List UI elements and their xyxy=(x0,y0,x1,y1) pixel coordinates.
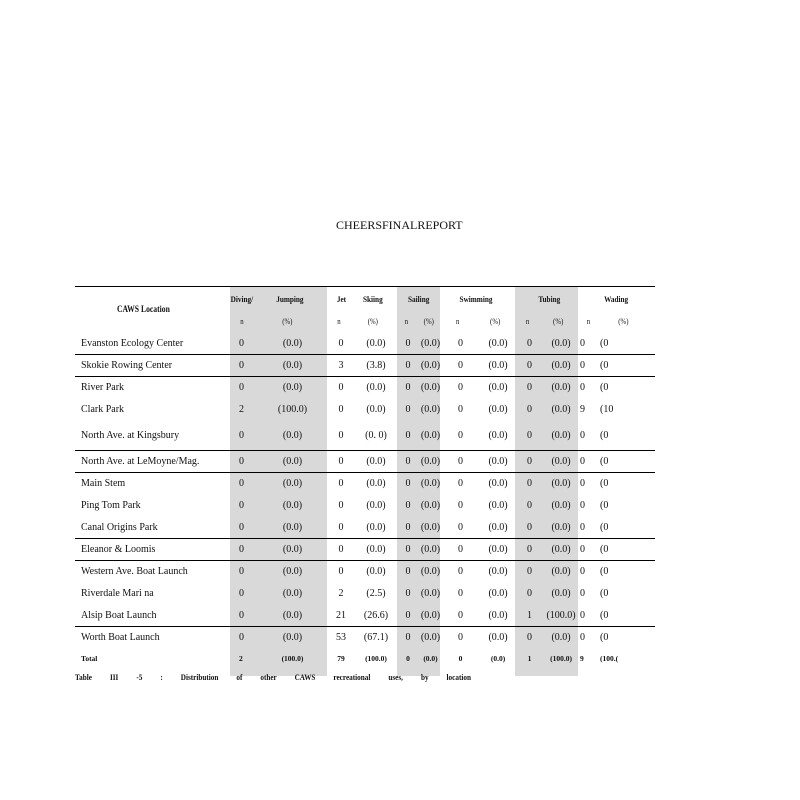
count-cell: 0 xyxy=(397,355,419,377)
location-cell: Ping Tom Park xyxy=(81,500,141,511)
percent-cell: (0.0) xyxy=(479,561,517,583)
header-tubing: Tubing xyxy=(517,287,571,311)
table-row xyxy=(75,377,655,399)
header-n: n xyxy=(525,317,530,326)
header-sailing: Sailing xyxy=(397,287,435,311)
percent-cell: (0. 0) xyxy=(365,429,387,441)
percent-cell: (0.0) xyxy=(420,521,441,533)
percent-cell: (0.0) xyxy=(479,377,517,399)
percent-cell: (0.0) xyxy=(551,521,571,533)
count-cell: 0 xyxy=(517,627,542,649)
count-cell: 0 xyxy=(338,404,344,415)
count-cell: 0 xyxy=(406,654,410,663)
location-cell: Total xyxy=(81,654,98,663)
location-cell: Canal Origins Park xyxy=(81,521,158,533)
count-cell: 0 xyxy=(239,429,244,441)
count-cell: 0 xyxy=(338,429,344,441)
percent-cell: (0.0) xyxy=(282,588,303,599)
percent-cell: (67.1) xyxy=(355,627,397,649)
percent-cell: (100.( xyxy=(600,654,619,663)
count-cell: 2 xyxy=(338,588,344,599)
count-cell: 0 xyxy=(580,588,586,599)
percent-cell: (0 xyxy=(600,429,609,441)
count-cell: 0 xyxy=(458,609,464,621)
percent-cell: (0.0) xyxy=(366,337,386,349)
count-cell: 0 xyxy=(230,377,258,399)
count-cell: 0 xyxy=(338,337,344,349)
count-cell: 0 xyxy=(580,451,600,473)
count-cell: 2 xyxy=(239,404,244,415)
percent-cell: (0 xyxy=(600,627,655,649)
count-cell: 0 xyxy=(230,627,258,649)
count-cell: 0 xyxy=(458,588,464,599)
header-skiing: Skiing xyxy=(355,287,391,311)
percent-cell: (0.0) xyxy=(258,451,327,473)
percent-cell: (0 xyxy=(600,355,655,377)
count-cell: 21 xyxy=(336,609,346,621)
count-cell: 0 xyxy=(580,355,600,377)
header-percent: (%) xyxy=(423,317,434,326)
percent-cell: (0.0) xyxy=(419,451,442,473)
percent-cell: (0.0) xyxy=(488,500,508,511)
count-cell: 0 xyxy=(517,377,542,399)
count-cell: 0 xyxy=(580,429,586,441)
table-row xyxy=(75,539,655,561)
header-n: n xyxy=(240,317,244,326)
table-row xyxy=(75,517,655,539)
count-cell: 0 xyxy=(442,377,479,399)
percent-cell: (0.0) xyxy=(419,473,442,495)
percent-cell: (0.0) xyxy=(258,355,327,377)
count-cell: 0 xyxy=(405,404,411,415)
count-cell: 0 xyxy=(580,521,586,533)
percent-cell: (0.0) xyxy=(423,654,438,663)
count-cell: 0 xyxy=(327,377,355,399)
percent-cell: (0.0) xyxy=(366,500,386,511)
table-row xyxy=(75,355,655,377)
count-cell: 0 xyxy=(527,429,533,441)
percent-cell: (0.0) xyxy=(258,627,327,649)
percent-cell: (0.0) xyxy=(420,609,441,621)
table-row xyxy=(75,605,655,627)
location-cell: Worth Boat Launch xyxy=(75,627,230,649)
percent-cell: (0.0) xyxy=(488,337,508,349)
percent-cell: (100.0) xyxy=(277,404,308,415)
percent-cell: (0.0) xyxy=(420,500,441,511)
count-cell: 53 xyxy=(327,627,355,649)
percent-cell: (0 xyxy=(600,588,609,599)
percent-cell: (0.0) xyxy=(282,337,303,349)
location-cell: River Park xyxy=(75,377,230,399)
count-cell: 0 xyxy=(397,539,419,561)
count-cell: 79 xyxy=(337,654,345,663)
count-cell: 0 xyxy=(442,627,479,649)
percent-cell: (0.0) xyxy=(366,404,386,415)
count-cell: 0 xyxy=(442,561,479,583)
percent-cell: (2.5) xyxy=(366,588,386,599)
location-cell: Western Ave. Boat Launch xyxy=(75,561,230,583)
count-cell: 0 xyxy=(458,654,463,663)
table-row xyxy=(75,333,655,355)
percent-cell: (0.0) xyxy=(551,588,571,599)
count-cell: 0 xyxy=(239,521,244,533)
percent-cell: (0.0) xyxy=(479,627,517,649)
percent-cell: (0 xyxy=(600,500,609,511)
count-cell: 0 xyxy=(327,451,355,473)
count-cell: 0 xyxy=(580,377,600,399)
count-cell: 0 xyxy=(527,588,533,599)
percent-cell: (0 xyxy=(600,561,655,583)
count-cell: 0 xyxy=(517,355,542,377)
header-percent: (%) xyxy=(618,317,629,326)
count-cell: 0 xyxy=(517,451,542,473)
percent-cell: (0 xyxy=(600,377,655,399)
percent-cell: (0.0) xyxy=(542,473,580,495)
percent-cell: (0.0) xyxy=(420,588,441,599)
percent-cell: (0.0) xyxy=(355,473,397,495)
header-wading: Wading xyxy=(580,287,644,311)
percent-cell: (0.0) xyxy=(542,627,580,649)
percent-cell: (0.0) xyxy=(419,561,442,583)
location-cell: Main Stem xyxy=(75,473,230,495)
count-cell: 0 xyxy=(338,521,344,533)
percent-cell: (0.0) xyxy=(551,337,571,349)
location-cell: North Ave. at LeMoyne/Mag. xyxy=(75,451,230,473)
percent-cell: (0.0) xyxy=(282,429,303,441)
percent-cell: (0.0) xyxy=(542,539,580,561)
percent-cell: (0.0) xyxy=(420,404,441,415)
count-cell: 0 xyxy=(405,521,411,533)
count-cell: 0 xyxy=(405,588,411,599)
header-percent: (%) xyxy=(367,317,378,326)
count-cell: 3 xyxy=(327,355,355,377)
count-cell: 0 xyxy=(527,404,533,415)
count-cell: 0 xyxy=(397,451,419,473)
header-percent: (%) xyxy=(553,317,564,326)
percent-cell: (0 xyxy=(600,473,655,495)
count-cell: 9 xyxy=(580,654,584,663)
percent-cell: (0.0) xyxy=(479,355,517,377)
count-cell: 0 xyxy=(230,473,258,495)
table-row xyxy=(75,583,655,605)
header-swimming: Swimming xyxy=(442,287,506,311)
percent-cell: (0.0) xyxy=(542,377,580,399)
percent-cell: (0 xyxy=(600,539,655,561)
count-cell: 0 xyxy=(580,473,600,495)
count-cell: 0 xyxy=(397,627,419,649)
percent-cell: (0.0) xyxy=(542,355,580,377)
percent-cell: (0.0) xyxy=(488,404,508,415)
percent-cell: (0.0) xyxy=(282,500,303,511)
count-cell: 0 xyxy=(580,627,600,649)
percent-cell: (0.0) xyxy=(355,377,397,399)
header-n: n xyxy=(337,317,341,326)
percent-cell: (0.0) xyxy=(479,539,517,561)
percent-cell: (0.0) xyxy=(542,561,580,583)
percent-cell: (0.0) xyxy=(355,561,397,583)
header-percent: (%) xyxy=(282,317,293,326)
count-cell: 0 xyxy=(239,500,244,511)
header-diving: Diving/ xyxy=(230,287,254,311)
count-cell: 0 xyxy=(458,404,464,415)
percent-cell: (0 xyxy=(600,451,655,473)
data-table-container xyxy=(75,286,629,676)
location-cell: Clark Park xyxy=(81,404,125,415)
count-cell: 0 xyxy=(458,500,464,511)
percent-cell: (0.0) xyxy=(258,561,327,583)
count-cell: 1 xyxy=(527,654,532,663)
count-cell: 0 xyxy=(239,337,244,349)
percent-cell: (0.0) xyxy=(366,521,386,533)
location-cell: Skokie Rowing Center xyxy=(75,355,230,377)
count-cell: 0 xyxy=(405,337,411,349)
count-cell: 0 xyxy=(527,500,533,511)
percent-cell: (100.0) xyxy=(281,654,304,663)
count-cell: 0 xyxy=(527,337,533,349)
header-percent: (%) xyxy=(490,317,501,326)
percent-cell: (0.0) xyxy=(419,539,442,561)
count-cell: 9 xyxy=(580,404,586,415)
count-cell: 0 xyxy=(397,377,419,399)
count-cell: 0 xyxy=(338,500,344,511)
count-cell: 0 xyxy=(527,521,533,533)
percent-cell: (0.0) xyxy=(355,539,397,561)
table-row xyxy=(75,473,655,495)
percent-cell: (0.0) xyxy=(488,588,508,599)
header-location: CAWS Location xyxy=(75,287,207,333)
count-cell: 0 xyxy=(327,561,355,583)
percent-cell: (0.0) xyxy=(551,500,571,511)
total-row xyxy=(75,649,655,669)
count-cell: 0 xyxy=(458,429,464,441)
percent-cell: (0 xyxy=(600,521,609,533)
count-cell: 0 xyxy=(517,539,542,561)
location-cell: Evanston Ecology Center xyxy=(81,337,184,349)
count-cell: 0 xyxy=(580,539,600,561)
percent-cell: (100.0) xyxy=(546,609,576,621)
location-cell: Alsip Boat Launch xyxy=(81,609,157,621)
header-n: n xyxy=(404,317,409,326)
count-cell: 0 xyxy=(230,355,258,377)
location-cell: North Ave. at Kingsbury xyxy=(81,429,180,441)
count-cell: 0 xyxy=(239,609,244,621)
percent-cell: (0.0) xyxy=(490,654,506,663)
header-n: n xyxy=(456,317,460,326)
percent-cell: (26.6) xyxy=(363,609,389,621)
percent-cell: (0.0) xyxy=(488,429,508,441)
count-cell: 0 xyxy=(458,337,464,349)
percent-cell: (0.0) xyxy=(258,473,327,495)
percent-cell: (3.8) xyxy=(355,355,397,377)
table-row xyxy=(75,627,655,649)
percent-cell: (10 xyxy=(600,404,614,415)
count-cell: 0 xyxy=(580,337,586,349)
table-row xyxy=(75,495,655,517)
table-caption: Table III -5 : Distribution of other CAWS recreational uses, by location xyxy=(75,673,471,682)
count-cell: 0 xyxy=(397,561,419,583)
count-cell: 0 xyxy=(580,500,586,511)
count-cell: 0 xyxy=(239,588,244,599)
percent-cell: (0.0) xyxy=(551,429,571,441)
count-cell: 0 xyxy=(442,355,479,377)
percent-cell: (0.0) xyxy=(488,521,508,533)
percent-cell: (0.0) xyxy=(258,539,327,561)
count-cell: 0 xyxy=(517,473,542,495)
table-row xyxy=(75,421,655,451)
percent-cell: (100.0) xyxy=(550,654,572,663)
count-cell: 0 xyxy=(517,561,542,583)
percent-cell: (0.0) xyxy=(419,377,442,399)
count-cell: 0 xyxy=(442,451,479,473)
count-cell: 0 xyxy=(405,609,411,621)
percent-cell: (0.0) xyxy=(420,429,441,441)
count-cell: 0 xyxy=(230,539,258,561)
count-cell: 0 xyxy=(458,521,464,533)
header-n: n xyxy=(586,317,591,326)
percent-cell: (0 xyxy=(600,609,609,621)
percent-cell: (0.0) xyxy=(282,521,303,533)
location-cell: Riverdale Mari na xyxy=(81,588,154,599)
header-jumping: Jumping xyxy=(258,287,317,311)
percent-cell: (0.0) xyxy=(419,627,442,649)
count-cell: 1 xyxy=(527,609,533,621)
count-cell: 2 xyxy=(239,654,243,663)
count-cell: 0 xyxy=(230,561,258,583)
table-body xyxy=(75,333,655,669)
count-cell: 0 xyxy=(442,473,479,495)
count-cell: 0 xyxy=(405,429,411,441)
count-cell: 0 xyxy=(327,539,355,561)
distribution-table xyxy=(75,286,655,669)
percent-cell: (0.0) xyxy=(282,609,303,621)
percent-cell: (0.0) xyxy=(542,451,580,473)
percent-cell: (0.0) xyxy=(551,404,571,415)
percent-cell: (0 xyxy=(600,337,609,349)
count-cell: 0 xyxy=(327,473,355,495)
count-cell: 0 xyxy=(230,451,258,473)
percent-cell: (0.0) xyxy=(355,451,397,473)
count-cell: 0 xyxy=(397,473,419,495)
count-cell: 0 xyxy=(580,609,586,621)
table-row xyxy=(75,451,655,473)
percent-cell: (100.0) xyxy=(365,654,387,663)
percent-cell: (0.0) xyxy=(479,451,517,473)
count-cell: 0 xyxy=(405,500,411,511)
count-cell: 0 xyxy=(442,539,479,561)
location-cell: Eleanor & Loomis xyxy=(75,539,230,561)
percent-cell: (0.0) xyxy=(488,609,508,621)
percent-cell: (0.0) xyxy=(419,355,442,377)
table-row xyxy=(75,399,655,421)
header-jet: Jet xyxy=(327,287,351,311)
percent-cell: (0.0) xyxy=(420,337,441,349)
percent-cell: (0.0) xyxy=(258,377,327,399)
table-row xyxy=(75,561,655,583)
percent-cell: (0.0) xyxy=(479,473,517,495)
count-cell: 0 xyxy=(580,561,600,583)
